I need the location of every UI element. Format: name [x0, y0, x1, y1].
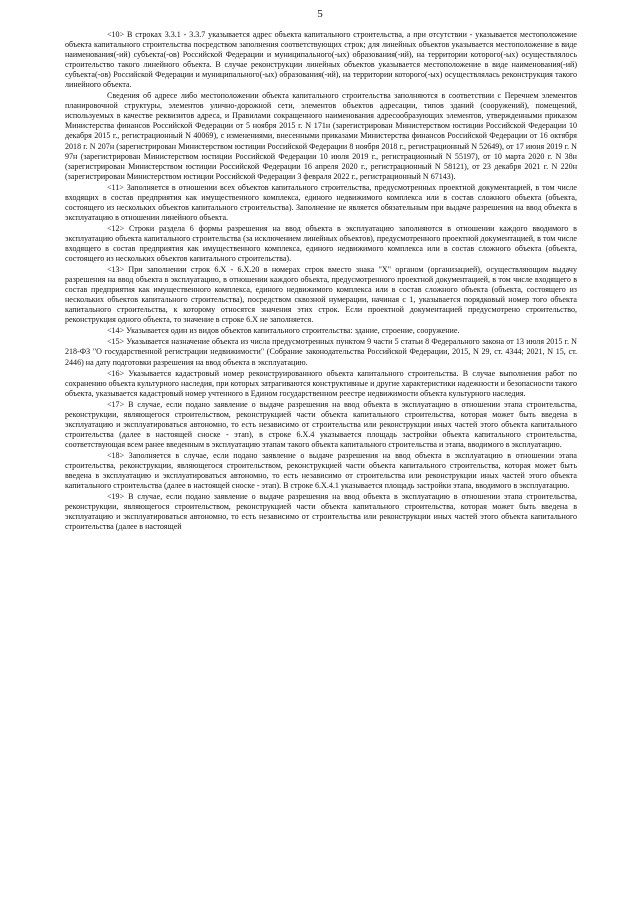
footnote-14: <14> Указывается один из видов объектов капитального строительства: здание, строение, сооружение. [107, 326, 460, 336]
footnote-13: <13> При заполнении строк 6.X - 6.X.20 в номерах строк вместо знака "X" органом (организацией), осуществляющим выдачу разрешения на ввод объекта в эксплуатацию, в отношении каждого объекта, предусмотренного проектной документацией, в том числе входящего в состав предприятия как имущественного комплекса, единого недвижимого комплекса или в состав сложного объекта (объекта, состоящего из нескольких объектов капитального строительства), посредством сквозной нумерации, начиная с 1, указывается порядковый номер того объекта капитального строительства, к которому относятся значения этих строк. Если проектной документацией предусмотрено строительство, реконструкция одного объекта, то значение в строке 6.X не заполняется. [65, 265, 577, 325]
footnote-10: <10> В строках 3.3.1 - 3.3.7 указывается адрес объекта капитального строительства, а при отсутствии - указывается местоположение объекта капитального строительства посредством заполнения соответствующих строк; для линейных объектов указывается местоположение в виде наименования(-ий) субъекта(-ов) Российской Федерации и муниципального(-ых) образования(-ий), на территории которого(-ых) осуществлялось строительство такого линейного объекта. В случае реконструкции линейных объектов указывается местоположение в виде наименования(-ий) субъекта(-ов) Российской Федерации и муниципального(-ых) образования(-ий), на территории которого(-ых) осуществлялась реконструкция такого линейного объекта. [65, 30, 577, 90]
footnote-19: <19> В случае, если подано заявление о выдаче разрешения на ввод объекта в эксплуатацию в отношении этапа строительства, реконструкции, являющегося строительством, реконструкцией части объекта капитального строительства, которая может быть введена в эксплуатацию и эксплуатироваться автономно, то есть независимо от строительства или реконструкции иных частей этого объекта капитального строительства (далее в настоящей [65, 492, 577, 532]
footnote-18: <18> Заполняется в случае, если подано заявление о выдаче разрешения на ввод объекта в эксплуатацию в отношении этапа строительства, реконструкции, являющегося строительством, реконструкцией части объекта капитального строительства, которая может быть введена в эксплуатацию и эксплуатироваться автономно, то есть независимо от строительства или реконструкции иных частей этого объекта капитального строительства (далее в настоящей сноске - этап). В строке 6.X.4.1 указывается площадь застройки этапа, вводимого в эксплуатацию. [65, 450, 577, 491]
footnote-16: <16> Указывается кадастровый номер реконструированного объекта капитального строительства. В случае выполнения работ по сохранению объекта культурного наследия, при которых затрагиваются конструктивные и другие характеристики надежности и безопасности такого объекта, указывается кадастровый номер учтенного в Едином государственном реестре недвижимости объекта культурного наследия. [65, 368, 577, 398]
document-body [65, 30, 577, 533]
page-number: 5 [317, 8, 323, 20]
address-info-paragraph: Сведения об адресе либо местоположении объекта капитального строительства заполняются в соответствии с Перечнем элементов планировочной структуры, элементов улично-дорожной сети, элементов объектов адресации, типов зданий (сооружений), помещений, используемых в качестве реквизитов адреса, и Правилами сокращенного наименования адресообразующих элементов, утвержденными приказом Министерства финансов Российской Федерации от 5 ноября 2015 г. N 171н (зарегистрирован Министерством юстиции Российской Федерации 10 декабря 2015 г., регистрационный N 40069), с изменениями, внесенными приказами Министерства финансов Российской Федерации от 16 октября 2018 г. N 207н (зарегистрирован Министерством юстиции Российской Федерации 8 ноября 2018 г., регистрационный N 52649), от 17 июня 2019 г. N 97н (зарегистрирован Министерством юстиции Российской Федерации 10 июля 2019 г., регистрационный N 55197), от 10 марта 2020 г. N 38н (зарегистрирован Министерством юстиции Российской Федерации 16 апреля 2020 г., регистрационный N 58121), от 23 декабря 2021 г. N 220н (зарегистрирован Министерством юстиции Российской Федерации 3 февраля 2022 г., регистрационный N 67143). [65, 91, 577, 181]
footnote-12: <12> Строки раздела 6 формы разрешения на ввод объекта в эксплуатацию заполняются в отношении каждого вводимого в эксплуатацию объекта капитального строительства (за исключением линейных объектов), предусмотренного проектной документацией, в том числе входящего в состав предприятия как имущественного комплекса, единого недвижимого комплекса или в состав сложного объекта (объекта, состоящего из нескольких объектов капитального строительства). [65, 223, 577, 264]
footnote-17: <17> В случае, если подано заявление о выдаче разрешения на ввод объекта в эксплуатацию в отношении этапа строительства, реконструкции, являющегося строительством, реконструкцией части объекта капитального строительства, которая может быть введена в эксплуатацию и эксплуатироваться автономно, то есть независимо от строительства или реконструкции иных частей этого объекта капитального строительства (далее в настоящей сноске - этап), в строке 6.X.4 указывается площадь застройки объекта капитального строительства, соответствующая всем ранее введенным в эксплуатацию этапам такого объекта капитального строительства и этапа, вводимого в эксплуатацию. [65, 399, 577, 449]
footnote-15: <15> Указывается назначение объекта из числа предусмотренных пунктом 9 части 5 статьи 8 Федерального закона от 13 июля 2015 г. N 218-ФЗ "О государственной регистрации недвижимости" (Собрание законодательства Российской Федерации, 2015, N 29, ст. 4344; 2021, N 15, ст. 2446) на дату подготовки разрешения на ввод объекта в эксплуатацию. [65, 337, 577, 367]
footnote-11: <11> Заполняется в отношении всех объектов капитального строительства, предусмотренных проектной документацией, в том числе входящих в состав предприятия как имущественного комплекса, единого недвижимого комплекса или в состав сложного объекта (объекта, состоящего из нескольких объектов капитального строительства). Заполнение не является обязательным при выдаче разрешения на ввод объекта в эксплуатацию в отношении линейного объекта. [65, 182, 577, 222]
